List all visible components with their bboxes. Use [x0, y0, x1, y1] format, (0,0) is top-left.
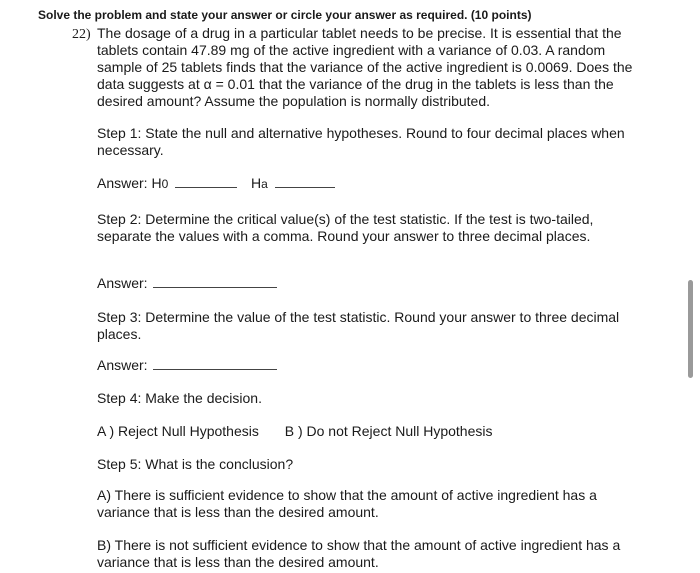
reject-null-option[interactable]: A ) Reject Null Hypothesis — [97, 423, 259, 439]
critical-value-blank[interactable] — [153, 275, 277, 288]
step2-line: Step 2: Determine the critical value(s) of the test statistic. If the test is two-tailed, — [97, 211, 594, 227]
h0-answer-blank[interactable] — [175, 175, 237, 188]
step3-line: places. — [97, 326, 142, 342]
step1-line: necessary. — [97, 142, 164, 158]
step4-prompt: Step 4: Make the decision. — [97, 390, 262, 406]
h0-subscript: 0 — [161, 177, 169, 191]
step2-line: separate the values with a comma. Round your answer to three decimal places. — [97, 228, 591, 244]
question-number: 22) — [72, 27, 91, 42]
test-statistic-blank[interactable] — [153, 357, 277, 370]
instructions-header: Solve the problem and state your answer or circle your answer as required. (10 points) — [38, 8, 532, 22]
step3-answer-row — [97, 357, 277, 374]
step3-prompt — [97, 309, 619, 343]
step2-prompt — [97, 211, 593, 245]
step3-line: Step 3: Determine the value of the test statistic. Round your answer to three decimal — [97, 309, 620, 325]
step1-line: Step 1: State the null and alternative hypotheses. Round to four decimal places when — [97, 125, 625, 141]
question-text — [97, 25, 632, 110]
step5-prompt: Step 5: What is the conclusion? — [97, 456, 294, 472]
step2-answer-label: Answer: — [97, 275, 148, 291]
step1-prompt — [97, 125, 625, 159]
option-a-line: variance that is less than the desired amount. — [97, 504, 379, 520]
question-line: The dosage of a drug in a particular tablet needs to be precise. It is essential that the — [97, 25, 622, 41]
conclusion-option-a[interactable] — [97, 487, 597, 521]
step2-answer-row — [97, 275, 277, 292]
ha-answer-blank[interactable] — [275, 175, 335, 188]
step4-options — [97, 423, 493, 440]
step3-answer-label: Answer: — [97, 357, 148, 373]
ha-label: H — [251, 175, 262, 191]
ha-subscript: a — [261, 177, 268, 191]
question-line: sample of 25 tablets finds that the variance of the active ingredient is 0.0069. Does the — [97, 59, 633, 75]
question-line: tablets contain 47.89 mg of the active ingredient with a variance of 0.03. A random — [97, 42, 606, 58]
h0-label: Answer: H — [97, 175, 162, 191]
option-b-line: variance that is less than the desired amount. — [97, 554, 379, 570]
conclusion-option-b[interactable] — [97, 537, 620, 571]
step1-answer-row — [97, 175, 335, 193]
question-line: data suggests at α = 0.01 that the variance of the drug in the tablets is less than the — [97, 76, 614, 92]
vertical-scrollbar[interactable] — [688, 280, 693, 378]
option-b-line: B) There is not sufficient evidence to show that the amount of active ingredient has a — [97, 537, 621, 553]
option-a-line: A) There is sufficient evidence to show that the amount of active ingredient has a — [97, 487, 597, 503]
question-line: desired amount? Assume the population is normally distributed. — [97, 93, 490, 109]
do-not-reject-option[interactable]: B ) Do not Reject Null Hypothesis — [284, 423, 493, 439]
